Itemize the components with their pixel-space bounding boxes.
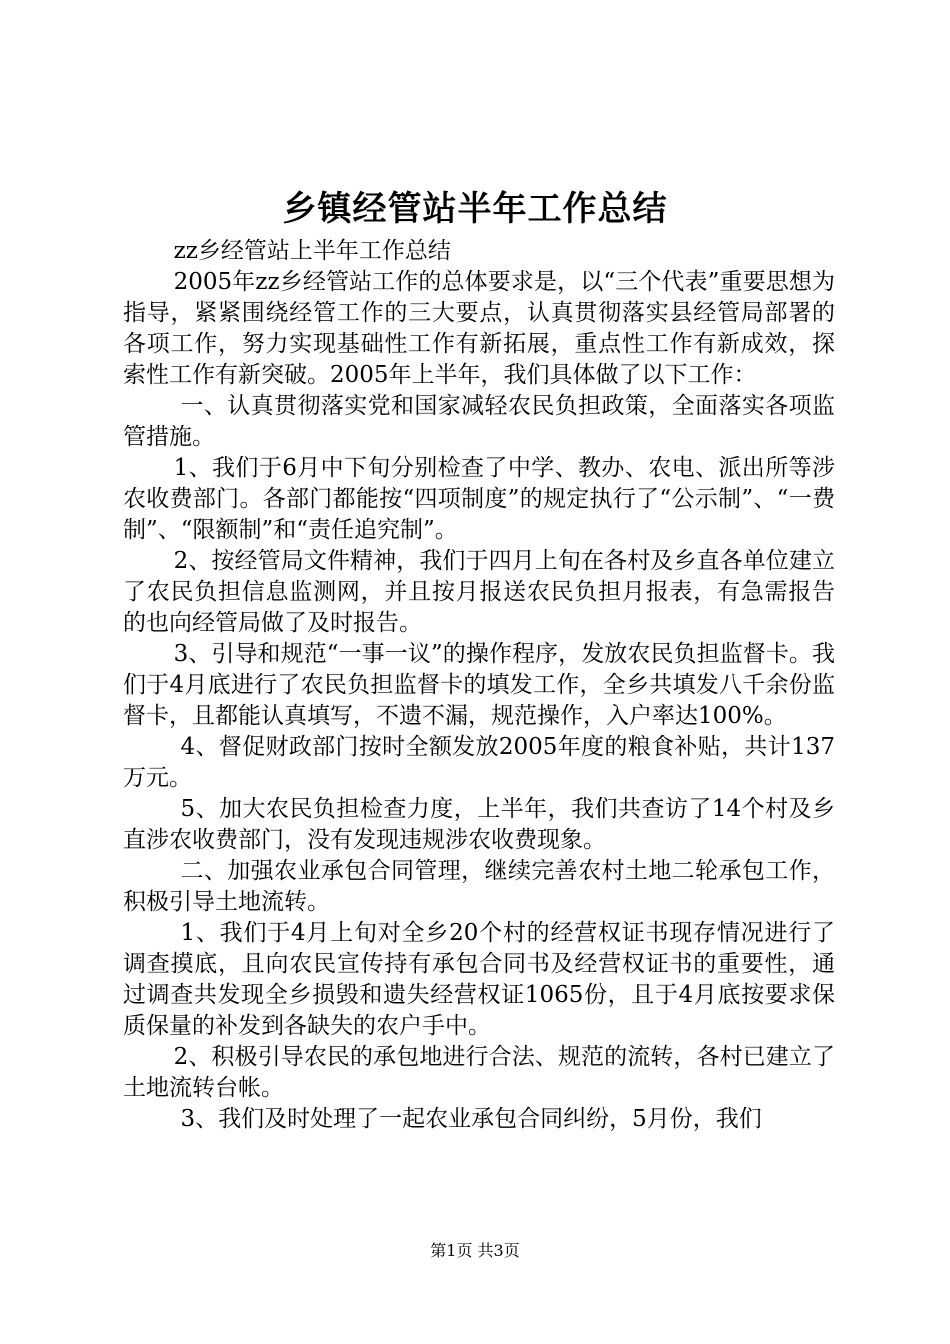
paragraph: 3、引导和规范“一事一议”的操作程序，发放农民负担监督卡。我们于4月底进行了农民负担监督卡的填发工作，全乡共填发八千余份监督卡，且都能认真填写，不遗不漏，规范操作，入户率达100%。 (123, 641, 835, 729)
paragraph: 4、督促财政部门按时全额发放2005年度的粮食补贴，共计137万元。 (123, 734, 835, 791)
paragraph: 5、加大农民负担检查力度，上半年，我们共查访了14个村及乡直涉农收费部门，没有发现违规涉农收费现象。 (123, 796, 835, 853)
document-title: 乡镇经管站半年工作总结 (282, 189, 668, 229)
paragraph: 一、认真贯彻落实党和国家减轻农民负担政策，全面落实各项监管措施。 (123, 393, 835, 450)
page-footer: 第1页 共3页 (430, 1241, 520, 1260)
paragraph: 2、积极引导农民的承包地进行合法、规范的流转，各村已建立了土地流转台帐。 (123, 1044, 835, 1101)
paragraph: 3、我们及时处理了一起农业承包合同纠纷，5月份，我们 (180, 1106, 762, 1132)
paragraph: 1、我们于4月上旬对全乡20个村的经营权证书现存情况进行了调查摸底，且向农民宣传持有承包合同书及经营权证书的重要性，通过调查共发现全乡损毁和遗失经营权证1065份，且于4月底按要求保质保量的补发到各缺失的农户手中。 (123, 920, 835, 1039)
document-body (123, 236, 835, 1135)
paragraph: 2、按经管局文件精神，我们于四月上旬在各村及乡直各单位建立了农民负担信息监测网，并且按月报送农民负担月报表，有急需报告的也向经管局做了及时报告。 (123, 548, 835, 636)
paragraph: 1、我们于6月中下旬分别检查了中学、教办、农电、派出所等涉农收费部门。各部门都能按“四项制度”的规定执行了“公示制”、“一费制”、“限额制”和“责任追究制”。 (123, 455, 835, 543)
paragraph: zz乡经管站上半年工作总结 (173, 238, 451, 264)
paragraph: 二、加强农业承包合同管理，继续完善农村土地二轮承包工作，积极引导土地流转。 (123, 858, 835, 915)
paragraph: 2005年zz乡经管站工作的总体要求是，以“三个代表”重要思想为指导，紧紧围绕经管工作的三大要点，认真贯彻落实县经管局部署的各项工作，努力实现基础性工作有新拓展，重点性工作有新成效，探索性工作有新突破。2005年上半年，我们具体做了以下工作： (123, 269, 835, 388)
